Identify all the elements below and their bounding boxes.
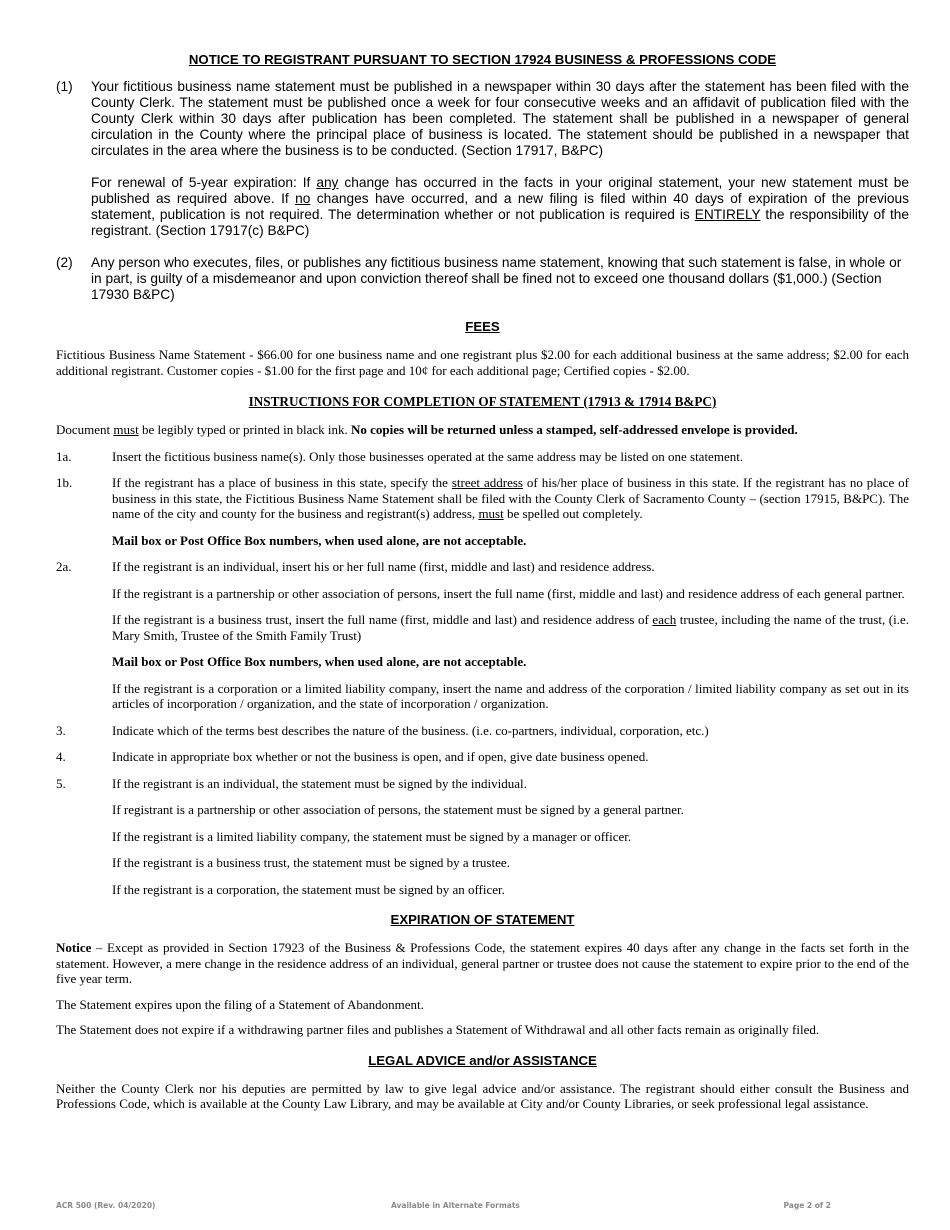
instruction-3 xyxy=(56,723,909,739)
notice-item-1 xyxy=(56,79,909,159)
instructions-intro xyxy=(56,422,909,438)
instruction-5-corporation: If the registrant is a corporation, the statement must be signed by an officer. xyxy=(112,881,505,897)
instruction-2a-trust xyxy=(112,612,909,643)
instruction-5-llc: If the registrant is a limited liability company, the statement must be signed by a manager or officer. xyxy=(112,828,632,844)
instruction-2a xyxy=(56,559,909,575)
notice-item-number: (2) xyxy=(56,255,73,270)
instruction-text xyxy=(112,475,909,522)
renewal-text-3: changes have occurred, and a new filing is filed within 40 days of expiration of the previous statement, publication is not required. The determination whether or not publication is required is xyxy=(91,191,909,222)
notice-item-text: Any person who executes, files, or publishes any fictitious business name statement, knowing that such statement is false, in whole or in part, is guilty of a misdemeanor and upon conviction thereof shall be fined not to exceed one thousand dollars ($1,000.) (Section 17930 B&PC) xyxy=(91,255,902,302)
legal-heading: LEGAL ADVICE and/or ASSISTANCE xyxy=(368,1052,597,1068)
expiration-notice xyxy=(56,940,909,987)
instruction-text: Indicate which of the terms best describes the nature of the business. (i.e. co-partners, individual, corporation, etc.) xyxy=(112,722,709,738)
instruction-1a xyxy=(56,449,909,465)
legal-text: Neither the County Clerk nor his deputies are permitted by law to give legal advice and/or assistance. The registrant should either consult the Business and Professions Code, which is available at the County Law Library, and may be available at City and/or County Libraries, or seek professional legal assistance. xyxy=(56,1080,909,1111)
renewal-text-1: For renewal of 5-year expiration: If xyxy=(91,175,317,190)
notice-item-text: Your fictitious business name statement must be published in a newspaper within 30 days after the statement has been filed with the County Clerk. The statement must be published once a week for four consecutive weeks and an affidavit of publication filed with the County Clerk within 30 days after publication has been completed. The statement shall be published in a newspaper of general circulation in the County where the principal place of business is located. The statement should be published in a newspaper that circulates in the area where the business is to be conducted. (Section 17917, B&PC) xyxy=(91,79,909,158)
i1b-text-3: be spelled out completely. xyxy=(503,506,643,521)
renewal-text-2: change has occurred in the facts in your original statement, your new statement must be published as required above. If xyxy=(91,175,909,206)
renewal-underline-any: any xyxy=(316,175,339,190)
trust-text-2: trustee, including the name of the trust, (i.e. Mary Smith, Trustee of the Smith Family Trust) xyxy=(112,612,909,643)
instruction-5 xyxy=(56,776,909,792)
pobox-warning-1: Mail box or Post Office Box numbers, when used alone, are not acceptable. xyxy=(112,532,527,548)
fees-text: Fictitious Business Name Statement - $66.00 for one business name and one registrant plus $2.00 for each additional business at the same address; $2.00 for each additional registrant. Customer copies - $1.00 for the first page and 10¢ for each additional page; Certified copies - $2.00. xyxy=(56,347,909,378)
trust-text-1: If the registrant is a business trust, insert the full name (first, middle and last) and residence address of xyxy=(112,612,653,627)
instruction-number: 3. xyxy=(56,722,66,738)
footer-page-number: Page 2 of 2 xyxy=(783,1201,831,1210)
i1b-text-1: If the registrant has a place of business in this state, specify the xyxy=(112,475,452,490)
expiration-abandonment: The Statement expires upon the filing of a Statement of Abandonment. xyxy=(56,996,424,1012)
instruction-number: 1b. xyxy=(56,475,73,490)
i1b-underline-street-address: street address xyxy=(451,475,523,490)
instruction-text: Indicate in appropriate box whether or not the business is open, and if open, give date business opened. xyxy=(112,749,649,764)
instruction-2a-corporation: If the registrant is a corporation or a limited liability company, insert the name and address of the corporation / limited liability company as set out in its articles of incorporation / organization, and the state of incorporation / organization. xyxy=(112,680,909,711)
instruction-text: If the registrant is an individual, the statement must be signed by the individual. xyxy=(112,775,527,791)
instruction-number: 2a. xyxy=(56,559,72,574)
instruction-text: Insert the fictitious business name(s). Only those businesses operated at the same address may be listed on one statement. xyxy=(112,448,744,464)
intro-underline-must: must xyxy=(113,422,139,437)
instruction-4 xyxy=(56,749,909,765)
instruction-5-trust: If the registrant is a business trust, the statement must be signed by a trustee. xyxy=(112,855,510,870)
notice-item-number: (1) xyxy=(56,79,73,94)
intro-text-2: be legibly typed or printed in black ink. xyxy=(138,422,351,437)
intro-text-1: Document xyxy=(56,422,114,437)
expiration-notice-text: – Except as provided in Section 17923 of the Business & Professions Code, the statement expires 40 days after any change in the facts set forth in the statement. However, a mere change in the residence address of an individual, general partner or trustee does not cause the statement to expire prior to the end of the five year term. xyxy=(56,940,909,986)
expiration-notice-label: Notice xyxy=(56,940,92,955)
instruction-2a-partnership: If the registrant is a partnership or other association of persons, insert the full name (first, middle and last) and residence address of each general partner. xyxy=(112,585,905,601)
instruction-number: 4. xyxy=(56,749,66,764)
instruction-number: 5. xyxy=(56,775,66,791)
expiration-heading: EXPIRATION OF STATEMENT xyxy=(390,912,575,927)
i1b-underline-must: must xyxy=(478,506,504,521)
i1b-text-2: of his/her place of business in this state. If the registrant has no place of business in this state, the Fictitious Business Name Statement shall be filed with the County Clerk of Sacramento County – (section 17915, B&PC). The name of the city and county for the business and registrant(s) address, xyxy=(112,475,910,521)
renewal-paragraph xyxy=(91,175,909,239)
notice-item-2 xyxy=(56,255,909,303)
instruction-1b xyxy=(56,475,909,522)
renewal-underline-no: no xyxy=(295,191,311,206)
footer-alternate-formats: Available in Alternate Formats xyxy=(391,1201,520,1210)
fees-heading: FEES xyxy=(465,319,500,334)
document-page xyxy=(56,52,909,1112)
instruction-5-partnership: If registrant is a partnership or other association of persons, the statement must be signed by a general partner. xyxy=(112,802,684,817)
expiration-withdrawal: The Statement does not expire if a withdrawing partner files and publishes a Statement of Withdrawal and all other facts remain as originally filed. xyxy=(56,1022,820,1037)
instructions-heading: INSTRUCTIONS FOR COMPLETION OF STATEMENT (17913 & 17914 B&PC) xyxy=(248,394,717,409)
instruction-text: If the registrant is an individual, insert his or her full name (first, middle and last) and residence address. xyxy=(112,559,655,574)
renewal-underline-entirely: ENTIRELY xyxy=(694,207,761,222)
trust-underline-each: each xyxy=(652,612,677,627)
intro-bold-note: No copies will be returned unless a stamped, self-addressed envelope is provided. xyxy=(351,422,798,437)
pobox-warning-2: Mail box or Post Office Box numbers, when used alone, are not acceptable. xyxy=(112,654,527,669)
page-title: NOTICE TO REGISTRANT PURSUANT TO SECTION 17924 BUSINESS & PROFESSIONS CODE xyxy=(188,52,777,67)
instruction-number: 1a. xyxy=(56,448,72,464)
renewal-text-4: the responsibility of the registrant. (Section 17917(c) B&PC) xyxy=(91,207,909,238)
footer-form-id: ACR 500 (Rev. 04/2020) xyxy=(56,1201,156,1210)
